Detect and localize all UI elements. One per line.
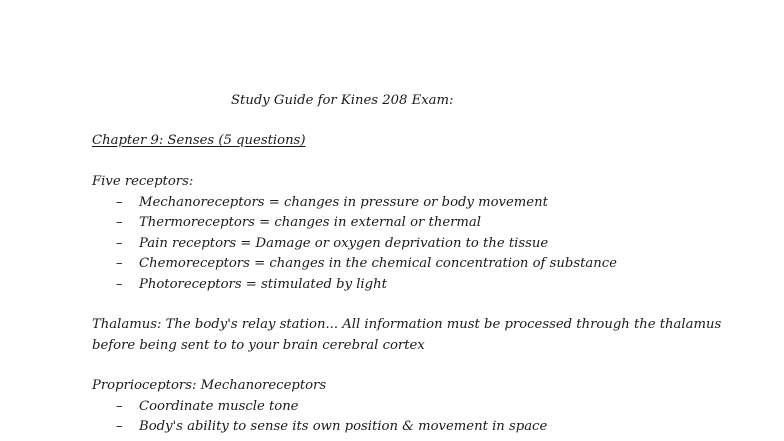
- five-receptors-heading: Five receptors:: [92, 174, 194, 189]
- list-bullet: –: [116, 236, 123, 251]
- document-title: Study Guide for Kines 208 Exam:: [231, 93, 454, 108]
- list-bullet: –: [116, 419, 123, 434]
- list-bullet: –: [116, 399, 123, 414]
- list-item: Body's ability to sense its own position & movement in space: [139, 419, 548, 434]
- proprioceptors-heading: Proprioceptors: Mechanoreceptors: [92, 378, 327, 393]
- list-item: Mechanoreceptors = changes in pressure or body movement: [139, 195, 548, 210]
- chapter-heading: Chapter 9: Senses (5 questions): [92, 133, 306, 148]
- list-item: Chemoreceptors = changes in the chemical concentration of substance: [139, 256, 617, 271]
- list-item: Thermoreceptors = changes in external or thermal: [139, 215, 482, 230]
- thalamus-line-2: before being sent to to your brain cerebral cortex: [92, 338, 425, 353]
- thalamus-line-1: Thalamus: The body's relay station... All information must be processed through the thalamus: [92, 317, 722, 332]
- list-bullet: –: [116, 195, 123, 210]
- list-bullet: –: [116, 277, 123, 292]
- list-bullet: –: [116, 256, 123, 271]
- list-item: Photoreceptors = stimulated by light: [139, 277, 387, 292]
- list-item: Pain receptors = Damage or oxygen deprivation to the tissue: [139, 236, 549, 251]
- list-bullet: –: [116, 215, 123, 230]
- list-item: Coordinate muscle tone: [139, 399, 299, 414]
